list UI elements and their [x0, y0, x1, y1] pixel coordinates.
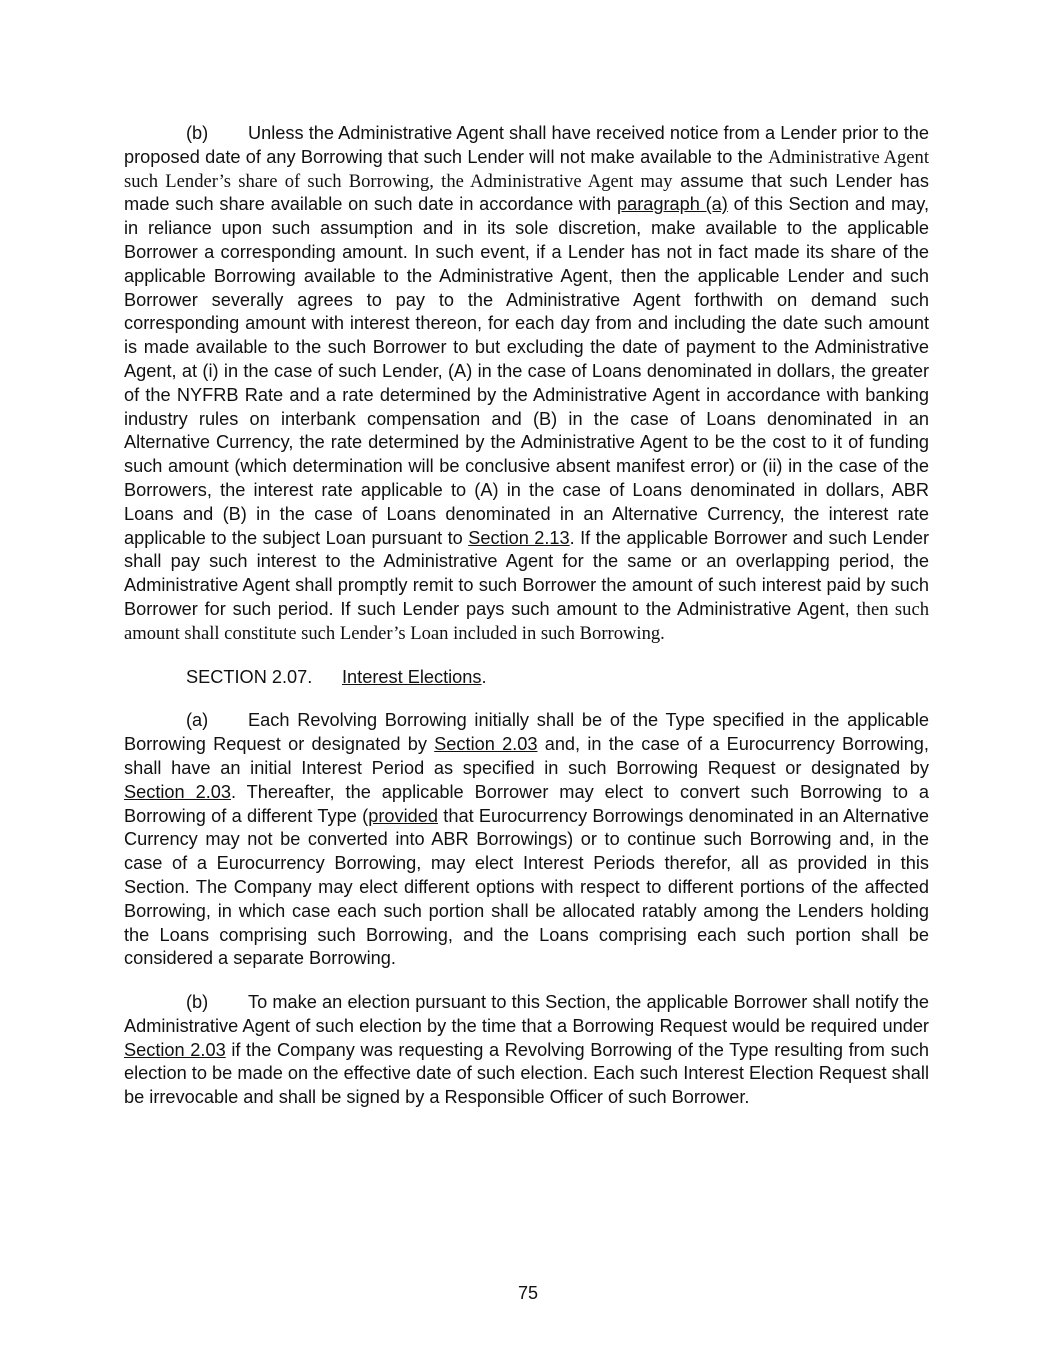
paragraph-label: (b) [186, 123, 209, 143]
cross-reference-paragraph-a: paragraph (a) [616, 194, 728, 215]
paragraph-text: . Thereafter, the applicable Borrower may elect to convert such Borrowing to a Borrowing of a different Type ( [124, 781, 929, 826]
paragraph-a-revolving-borrowing [124, 709, 929, 971]
cross-reference-section-2-03: Section 2.03 [434, 734, 538, 755]
paragraph-label: (b) [186, 992, 209, 1013]
page-number: 75 [517, 1283, 539, 1303]
paragraph-b-election-notice [124, 991, 929, 1110]
paragraph-text: and, in the case of a Eurocurrency Borrowing, shall have an initial Interest Period as specified in such Borrowing Request or designated by [124, 734, 929, 778]
cross-reference-section-2-03: Section 2.03 [124, 781, 231, 802]
section-heading [124, 666, 929, 690]
paragraph-text: To make an election pursuant to this Section, the applicable Borrower shall notify the Administrative Agent of such election by the time that a Borrowing Request would be required under [124, 992, 929, 1036]
paragraph-text: Administrative Agent such Lender’s share of such Borrowing, the Administrative Agent may [124, 146, 930, 192]
paragraph-text: that Eurocurrency Borrowings denominated in an Alternative Currency may not be converted into ABR Borrowings) or to continue such Borrowing and, in the case of a Eurocurrency Borrowing, may elect Interest Periods therefor, all as provided in this Section. The Company may elect different options with respect to different portions of the affected Borrowing, in which case each such portion shall be allocated ratably among the Lenders holding the Loans comprising such Borrowing, and the Loans comprising each such portion shall be considered a separate Borrowing. [124, 805, 930, 969]
paragraph-text: assume that such Lender has made such share available on such date in accordance with [124, 170, 929, 215]
section-title: Interest Elections [342, 666, 482, 687]
paragraph-text: then such amount shall constitute such Lender’s Loan included in such Borrowing. [124, 598, 929, 644]
paragraph-text: if the Company was requesting a Revolving Borrowing of the Type resulting from such election to be made on the effective date of such election. Each such Interest Election Request shall be irrevocable and shall be signed by a Responsible Officer of such Borrower. [124, 1039, 929, 1108]
paragraph-text: . If the applicable Borrower and such Lender shall pay such interest to the Administrative Agent for the same or an overlapping period, the Administrative Agent shall promptly remit to such Borrower the amount of such interest paid by such Borrower for such period. If such Lender pays such amount to the Administrative Agent, [124, 527, 929, 619]
paragraph-text: Each Revolving Borrowing initially shall be of the Type specified in the applicable Borrowing Request or designated by [124, 710, 929, 755]
section-number: SECTION 2.07. [186, 666, 313, 687]
paragraph-text: of this Section and may, in reliance upon such assumption and in its sole discretion, make available to the applicable Borrower a corresponding amount. In such event, if a Lender has not in fact made its share of the applicable Borrowing available to the Administrative Agent, then the applicable Lender and such Borrower severally agrees to pay to the Administrative Agent forthwith on demand such corresponding amount with interest thereon, for each day from and including the date such amount is made available to the such Borrower to but excluding the date of payment to the Administrative Agent, at (i) in the case of such Lender, (A) in the case of Loans denominated in dollars, the greater of the NYFRB Rate and a rate determined by the Administrative Agent in accordance with banking industry rules on interbank compensation and (B) in the case of Loans denominated in an Alternative Currency, the rate determined by the Administrative Agent to be the cost to it of funding such amount (which determination will be conclusive absent manifest error) or (ii) in the case of the Borrowers, the interest rate applicable to (A) in the case of Loans denominated in dollars, ABR Loans and (B) in the case of Loans denominated in an Alternative Currency, the interest rate applicable to the subject Loan pursuant to [124, 194, 930, 548]
cross-reference-section-2-03: Section 2.03 [124, 1039, 226, 1060]
paragraph-text: Unless the Administrative Agent shall have received notice from a Lender prior to the proposed date of any Borrowing that such Lender will not make available to the [124, 123, 929, 167]
document-page [124, 122, 929, 1130]
paragraph-b-borrowing-notice [124, 122, 929, 646]
section-title-period: . [481, 666, 487, 687]
paragraph-label: (a) [186, 710, 209, 731]
cross-reference-section-2-13: Section 2.13 [468, 527, 570, 548]
term-provided: provided [368, 805, 438, 826]
